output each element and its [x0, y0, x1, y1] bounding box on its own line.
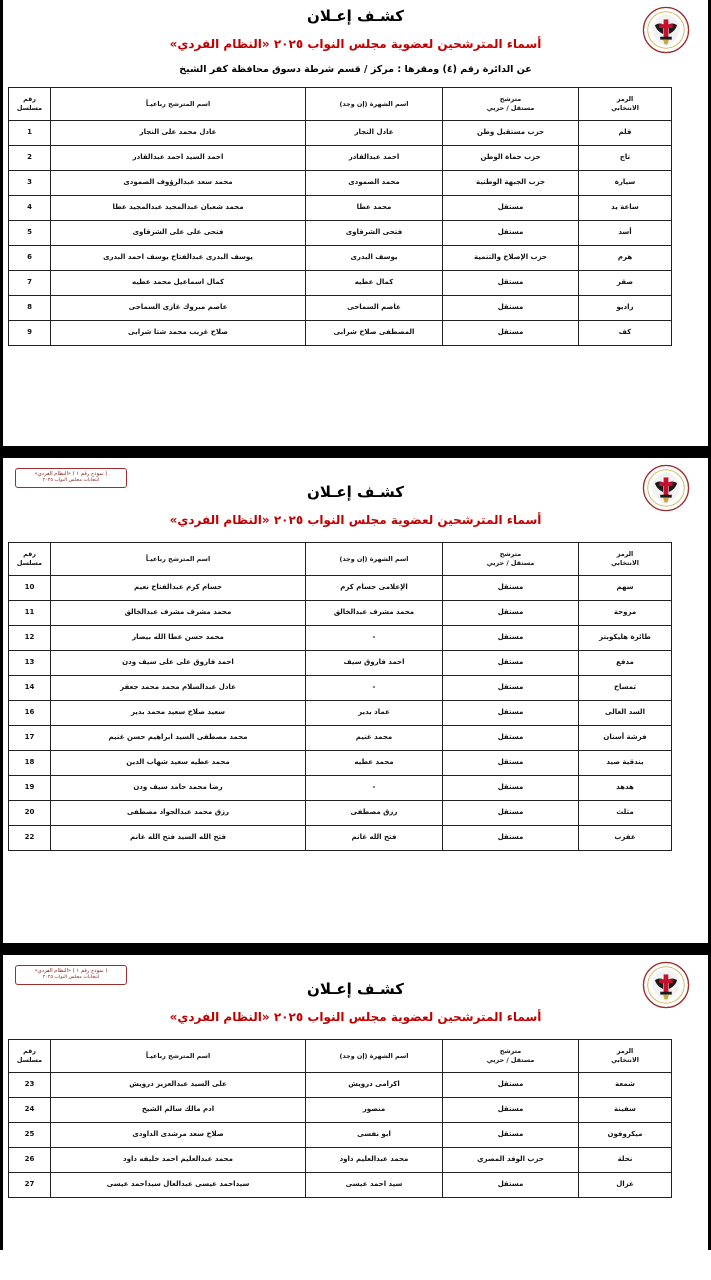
header-nickname: اسم الشهرة (إن وجد) [306, 88, 443, 121]
cell-candidate-name: فتحى على على الشرقاوى [51, 221, 306, 246]
page-2 [0, 458, 711, 943]
cell-nickname: يوسف البدرى [306, 246, 443, 271]
cell-symbol: كف [579, 321, 672, 346]
cell-party: مستقل [443, 1073, 579, 1098]
cell-party: مستقل [443, 701, 579, 726]
cell-nickname: محمد الصمودى [306, 171, 443, 196]
table-wrap-1 [3, 77, 708, 346]
cell-nickname: كمال عطيه [306, 271, 443, 296]
cell-symbol: تاج [579, 146, 672, 171]
cell-nickname: - [306, 676, 443, 701]
cell-symbol: ميكروفون [579, 1123, 672, 1148]
header-symbol-line1: الرمز [616, 95, 634, 104]
cell-serial: 16 [9, 701, 51, 726]
header-party-line1: مترشح [499, 549, 522, 558]
cell-party: مستقل [443, 626, 579, 651]
cell-nickname: محمد عطا [306, 196, 443, 221]
cell-party: حزب الجبهة الوطنية [443, 171, 579, 196]
cell-party: حزب الإصلاح والتنمية [443, 246, 579, 271]
cell-party: مستقل [443, 801, 579, 826]
header-name: اسم المترشح رباعيـاً [51, 543, 306, 576]
header-party-line2: مستقل / حزبي [486, 104, 535, 113]
page-title: كشـف إعـلان [307, 7, 404, 25]
form-stamp-line2: انتخابات مجلس النواب ٢٠٢٥ [42, 478, 100, 484]
cell-serial: 19 [9, 776, 51, 801]
cell-serial: 4 [9, 196, 51, 221]
cell-symbol: ساعة يد [579, 196, 672, 221]
cell-party: مستقل [443, 826, 579, 851]
form-stamp-box-2 [15, 468, 127, 488]
cell-serial: 1 [9, 121, 51, 146]
cell-nickname: عادل النجار [306, 121, 443, 146]
cell-serial: 7 [9, 271, 51, 296]
egypt-eagle-emblem-icon [642, 464, 690, 512]
header-serial-line2: مسلسل [16, 1056, 43, 1065]
cell-symbol: هرم [579, 246, 672, 271]
cell-candidate-name: محمد عبدالعليم احمد خليفه داود [51, 1148, 306, 1173]
header-nickname: اسم الشهرة (إن وجد) [306, 543, 443, 576]
cell-symbol: فرشة أسنان [579, 726, 672, 751]
header-serial-line1: رقم [23, 1046, 36, 1055]
cell-candidate-name: محمد حسن عطا الله بيصار [51, 626, 306, 651]
form-stamp-line1: ( نموذج رقم ١ ) «النظام الفردي» [34, 471, 108, 477]
cell-symbol: سهم [579, 576, 672, 601]
table-row [9, 246, 672, 271]
header-party-line2: مستقل / حزبي [486, 1056, 535, 1065]
cell-candidate-name: محمد عطيه سعيد شهاب الدين [51, 751, 306, 776]
page-subtitle: أسماء المترشحين لعضوية مجلس النواب ٢٠٢٥ «النظام الفردي» [169, 513, 542, 527]
cell-serial: 25 [9, 1123, 51, 1148]
table-body-3 [9, 1073, 672, 1198]
egypt-eagle-emblem-icon [642, 6, 690, 54]
table-row [9, 1073, 672, 1098]
cell-candidate-name: رزق محمد عبدالجواد مصطفى [51, 801, 306, 826]
table-header-row [9, 543, 672, 576]
table-row [9, 576, 672, 601]
table-row [9, 146, 672, 171]
cell-candidate-name: فتح الله السيد فتح الله غانم [51, 826, 306, 851]
page-title: كشـف إعـلان [307, 980, 404, 998]
header-symbol-line1: الرمز [616, 1046, 634, 1055]
cell-symbol: شمعة [579, 1073, 672, 1098]
form-stamp-box-3 [15, 965, 127, 985]
table-wrap-3 [3, 1027, 708, 1198]
table-header-1 [9, 88, 672, 121]
header-symbol-line2: الانتخابي [611, 559, 639, 568]
cell-nickname: فتحى الشرقاوى [306, 221, 443, 246]
table-row [9, 751, 672, 776]
cell-candidate-name: عادل محمد على النجار [51, 121, 306, 146]
header-party-line1: مترشح [499, 95, 522, 104]
cell-candidate-name: محمد مصطفى السيد ابراهيم حسن غنيم [51, 726, 306, 751]
header-serial [9, 543, 51, 576]
header-symbol [579, 543, 672, 576]
table-wrap-2 [3, 530, 708, 851]
cell-symbol: نخلة [579, 1148, 672, 1173]
cell-serial: 26 [9, 1148, 51, 1173]
cell-party: مستقل [443, 726, 579, 751]
table-row [9, 826, 672, 851]
header-serial [9, 88, 51, 121]
cell-candidate-name: صلاح سعد مرشدى الداودى [51, 1123, 306, 1148]
page-separator-1 [0, 446, 711, 458]
table-header-3 [9, 1040, 672, 1073]
cell-serial: 6 [9, 246, 51, 271]
cell-serial: 27 [9, 1173, 51, 1198]
candidates-table-2 [8, 542, 672, 851]
cell-candidate-name: محمد شعبان عبدالمجيد عبدالمجيد عطا [51, 196, 306, 221]
cell-candidate-name: صلاح غريب محمد شتا شرابى [51, 321, 306, 346]
cell-nickname: سيد احمد عيسى [306, 1173, 443, 1198]
page-subtitle: أسماء المترشحين لعضوية مجلس النواب ٢٠٢٥ «النظام الفردي» [169, 1010, 542, 1024]
table-body-2 [9, 576, 672, 851]
header-serial-line2: مسلسل [16, 559, 43, 568]
cell-party: مستقل [443, 1173, 579, 1198]
cell-serial: 23 [9, 1073, 51, 1098]
candidates-table-3 [8, 1039, 672, 1198]
cell-candidate-name: محمد سعد عبدالرؤوف الصمودى [51, 171, 306, 196]
table-row [9, 651, 672, 676]
cell-symbol: سيارة [579, 171, 672, 196]
cell-party: مستقل [443, 1098, 579, 1123]
table-row [9, 121, 672, 146]
page-1 [0, 0, 711, 446]
cell-symbol: قلم [579, 121, 672, 146]
header-party-line1: مترشح [499, 1046, 522, 1055]
cell-serial: 8 [9, 296, 51, 321]
cell-party: حزب حماة الوطن [443, 146, 579, 171]
table-row [9, 1173, 672, 1198]
cell-party: مستقل [443, 576, 579, 601]
table-row [9, 271, 672, 296]
cell-party: مستقل [443, 221, 579, 246]
page-separator-2 [0, 943, 711, 955]
table-row [9, 626, 672, 651]
cell-party: مستقل [443, 601, 579, 626]
header-symbol-line2: الانتخابي [611, 1056, 639, 1065]
header-symbol [579, 1040, 672, 1073]
cell-party: مستقل [443, 321, 579, 346]
table-row [9, 1123, 672, 1148]
cell-candidate-name: عادل عبدالسلام محمد محمد جعفر [51, 676, 306, 701]
cell-party: حزب مستقبل وطن [443, 121, 579, 146]
cell-candidate-name: كمال اسماعيل محمد عطيه [51, 271, 306, 296]
cell-candidate-name: رضا محمد حامد سيف ودن [51, 776, 306, 801]
header-name: اسم المترشح رباعيـاً [51, 1040, 306, 1073]
cell-candidate-name: سيداحمد عيسى عبدالعال سيداحمد عيسى [51, 1173, 306, 1198]
cell-party: حزب الوفد المصري [443, 1148, 579, 1173]
cell-nickname: - [306, 626, 443, 651]
cell-symbol: مروحة [579, 601, 672, 626]
cell-serial: 3 [9, 171, 51, 196]
table-row [9, 296, 672, 321]
egypt-eagle-emblem-icon [642, 961, 690, 1009]
cell-serial: 14 [9, 676, 51, 701]
cell-nickname: اكرامى درويش [306, 1073, 443, 1098]
table-row [9, 776, 672, 801]
cell-nickname: - [306, 776, 443, 801]
cell-serial: 17 [9, 726, 51, 751]
cell-nickname: احمد فاروق سيف [306, 651, 443, 676]
cell-nickname: محمد عطيه [306, 751, 443, 776]
cell-party: مستقل [443, 676, 579, 701]
table-header-row [9, 1040, 672, 1073]
cell-party: مستقل [443, 776, 579, 801]
cell-party: مستقل [443, 271, 579, 296]
cell-nickname: محمد غنيم [306, 726, 443, 751]
cell-nickname: ابو نفسى [306, 1123, 443, 1148]
cell-candidate-name: محمد مشرف مشرف عبدالخالق [51, 601, 306, 626]
form-stamp-line2: انتخابات مجلس النواب ٢٠٢٥ [42, 975, 100, 981]
header-symbol-line1: الرمز [616, 549, 634, 558]
cell-symbol: طائرة هليكوبتر [579, 626, 672, 651]
cell-serial: 12 [9, 626, 51, 651]
cell-serial: 5 [9, 221, 51, 246]
cell-serial: 13 [9, 651, 51, 676]
header-party [443, 543, 579, 576]
table-row [9, 601, 672, 626]
cell-candidate-name: سعيد صلاح سعيد محمد بدير [51, 701, 306, 726]
table-row [9, 676, 672, 701]
cell-party: مستقل [443, 296, 579, 321]
cell-symbol: أسد [579, 221, 672, 246]
cell-party: مستقل [443, 651, 579, 676]
cell-symbol: عقرب [579, 826, 672, 851]
cell-nickname: المصطفى صلاح شرابى [306, 321, 443, 346]
header-serial-line2: مسلسل [16, 104, 43, 113]
cell-nickname: عماد بدير [306, 701, 443, 726]
cell-symbol: صقر [579, 271, 672, 296]
header-serial-line1: رقم [23, 549, 36, 558]
header-symbol-line2: الانتخابي [611, 104, 639, 113]
cell-symbol: تمساح [579, 676, 672, 701]
table-row [9, 701, 672, 726]
cell-symbol: مثلث [579, 801, 672, 826]
table-row [9, 221, 672, 246]
cell-symbol: راديو [579, 296, 672, 321]
table-row [9, 1148, 672, 1173]
table-body-1 [9, 121, 672, 346]
header-symbol [579, 88, 672, 121]
cell-serial: 20 [9, 801, 51, 826]
cell-symbol: بندقية صيد [579, 751, 672, 776]
table-header-row [9, 88, 672, 121]
cell-serial: 10 [9, 576, 51, 601]
cell-nickname: الإعلامى حسام كرم [306, 576, 443, 601]
cell-nickname: احمد عبدالقادر [306, 146, 443, 171]
cell-symbol: سفينة [579, 1098, 672, 1123]
cell-symbol: مدفع [579, 651, 672, 676]
cell-nickname: منصور [306, 1098, 443, 1123]
table-row [9, 801, 672, 826]
cell-candidate-name: على السيد عبدالعزيز درويش [51, 1073, 306, 1098]
header-party [443, 88, 579, 121]
page-subtitle: أسماء المترشحين لعضوية مجلس النواب ٢٠٢٥ «النظام الفردي» [169, 37, 542, 51]
page-1-header [3, 0, 708, 77]
cell-nickname: فتح الله غانم [306, 826, 443, 851]
cell-candidate-name: احمد السيد احمد عبدالقادر [51, 146, 306, 171]
page-3 [0, 955, 711, 1250]
cell-candidate-name: ادم مالك سالم الشيخ [51, 1098, 306, 1123]
table-row [9, 321, 672, 346]
cell-serial: 24 [9, 1098, 51, 1123]
cell-symbol: غزال [579, 1173, 672, 1198]
header-party [443, 1040, 579, 1073]
page-title: كشـف إعـلان [307, 483, 404, 501]
header-nickname: اسم الشهرة (إن وجد) [306, 1040, 443, 1073]
cell-serial: 22 [9, 826, 51, 851]
table-row [9, 171, 672, 196]
header-party-line2: مستقل / حزبي [486, 559, 535, 568]
candidates-table-1 [8, 87, 672, 346]
cell-candidate-name: يوسف البدرى عبدالفتاح يوسف احمد البدرى [51, 246, 306, 271]
cell-party: مستقل [443, 1123, 579, 1148]
cell-nickname: عاصم السماحى [306, 296, 443, 321]
cell-serial: 11 [9, 601, 51, 626]
cell-symbol: السد العالى [579, 701, 672, 726]
cell-candidate-name: احمد فاروق على على سيف ودن [51, 651, 306, 676]
cell-candidate-name: حسام كرم عبدالفتاح نعيم [51, 576, 306, 601]
cell-party: مستقل [443, 196, 579, 221]
cell-nickname: محمد عبدالعليم داود [306, 1148, 443, 1173]
cell-nickname: رزق مصطفى [306, 801, 443, 826]
cell-nickname: محمد مشرف عبدالخالق [306, 601, 443, 626]
table-row [9, 726, 672, 751]
table-header-2 [9, 543, 672, 576]
district-line: عن الدائرة رقم (٤) ومقرها : مركز / قسم شرطة دسوق محافظة كفر الشيخ [179, 64, 532, 76]
cell-serial: 2 [9, 146, 51, 171]
cell-serial: 18 [9, 751, 51, 776]
table-row [9, 1098, 672, 1123]
cell-candidate-name: عاصم مبروك غازى السماحى [51, 296, 306, 321]
table-row [9, 196, 672, 221]
header-serial [9, 1040, 51, 1073]
cell-party: مستقل [443, 751, 579, 776]
cell-serial: 9 [9, 321, 51, 346]
cell-symbol: هدهد [579, 776, 672, 801]
header-name: اسم المترشح رباعيـاً [51, 88, 306, 121]
header-serial-line1: رقم [23, 95, 36, 104]
form-stamp-line1: ( نموذج رقم ١ ) «النظام الفردي» [34, 968, 108, 974]
